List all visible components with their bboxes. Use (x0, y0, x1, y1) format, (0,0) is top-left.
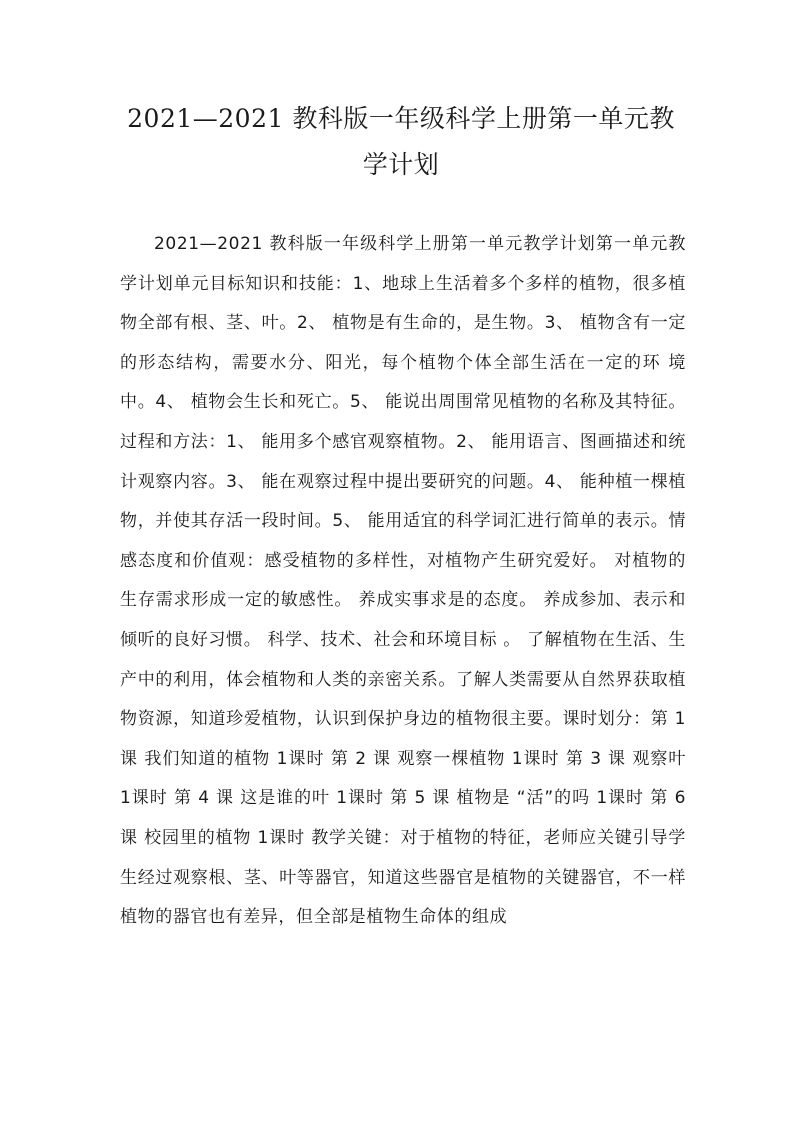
document-body-paragraph: 2021—2021 教科版一年级科学上册第一单元教学计划第一单元教学计划单元目标知识和技能：1、地球上生活着多个多样的植物，很多植物全部有根、茎、叶。2、 植物是有生命的，是生物。3、 植物含有一定的形态结构，需要水分、阳光，每个植物个体全部生活在一定的环 境中。4、 植物会生长和死亡。5、 能说出周围常见植物的名称及其特征。过程和方法：1、 能用多个感官观察植物。2、 能用语言、图画描述和统计观察内容。3、 能在观察过程中提出要研究的问题。4、 能种植一棵植物，并使其存活一段时间。5、 能用适宜的科学词汇进行简单的表示。情感态度和价值观：感受植物的多样性，对植物产生研究爱好。 对植物的生存需求形成一定的敏感性。 养成实事求是的态度。 养成参加、表示和倾听的良好习惯。 科学、技术、社会和环境目标 。 了解植物在生活、生产中的利用，体会植物和人类的亲密关系。了解人类需要从自然界获取植物资源，知道珍爱植物，认识到保护身边的植物很主要。课时划分：第 1 课 我们知道的植物 1课时 第 2 课 观察一棵植物 1课时 第 3 课 观察叶 1课时 第 4 课 这是谁的叶 1课时 第 5 课 植物是 “活”的吗 1课时 第 6 课 校园里的植物 1课时 教学关键：对于植物的特征，老师应关键引导学生经过观察根、茎、叶等器官，知道这些器官是植物的关键器官，不一样植物的器官也有差异，但全部是植物生命体的组成 (120, 234, 686, 928)
document-title: 2021—2021 教科版一年级科学上册第一单元教学计划 (127, 104, 675, 179)
